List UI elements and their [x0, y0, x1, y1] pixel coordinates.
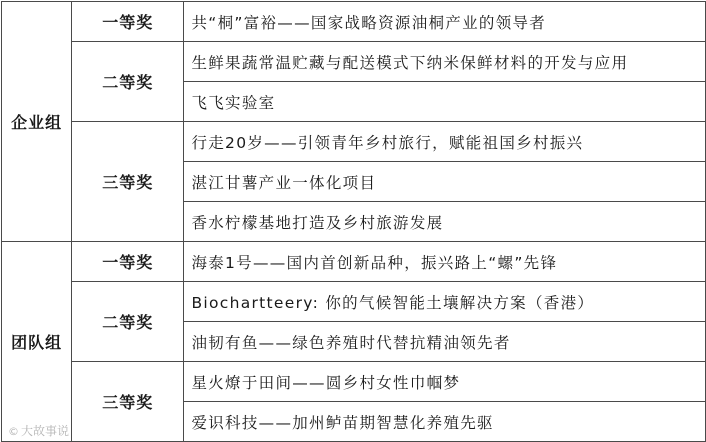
project-name: 飞飞实验室 [184, 82, 706, 122]
project-name: 油韧有鱼——绿色养殖时代替抗精油领先者 [184, 322, 706, 362]
table-row [2, 122, 706, 162]
award-level: 二等奖 [72, 282, 184, 362]
project-name: 生鲜果蔬常温贮藏与配送模式下纳米保鲜材料的开发与应用 [184, 42, 706, 82]
award-level: 三等奖 [72, 122, 184, 242]
watermark-logo-icon: © [8, 425, 19, 438]
table-row [2, 362, 706, 402]
award-level: 一等奖 [72, 242, 184, 282]
project-name: 湛江甘薯产业一体化项目 [184, 162, 706, 202]
table-row [2, 242, 706, 282]
table-row [2, 2, 706, 42]
table-row [2, 282, 706, 322]
watermark [8, 422, 69, 439]
project-name: 行走20岁——引领青年乡村旅行，赋能祖国乡村振兴 [184, 122, 706, 162]
project-name: 海泰1号——国内首创新品种，振兴路上“螺”先锋 [184, 242, 706, 282]
group-label: 企业组 [2, 2, 72, 242]
award-level: 二等奖 [72, 42, 184, 122]
watermark-text: 大故事说 [21, 424, 70, 438]
project-name: 共“桐”富裕——国家战略资源油桐产业的领导者 [184, 2, 706, 42]
project-name: Biochartteery: 你的气候智能土壤解决方案（香港） [184, 282, 706, 322]
group-label: 团队组 [2, 242, 72, 442]
awards-table [1, 1, 706, 442]
project-name: 爱识科技——加州鲈苗期智慧化养殖先驱 [184, 402, 706, 442]
award-level: 三等奖 [72, 362, 184, 442]
table-row [2, 42, 706, 82]
project-name: 香水柠檬基地打造及乡村旅游发展 [184, 202, 706, 242]
award-level: 一等奖 [72, 2, 184, 42]
project-name: 星火燎于田间——圆乡村女性巾帼梦 [184, 362, 706, 402]
